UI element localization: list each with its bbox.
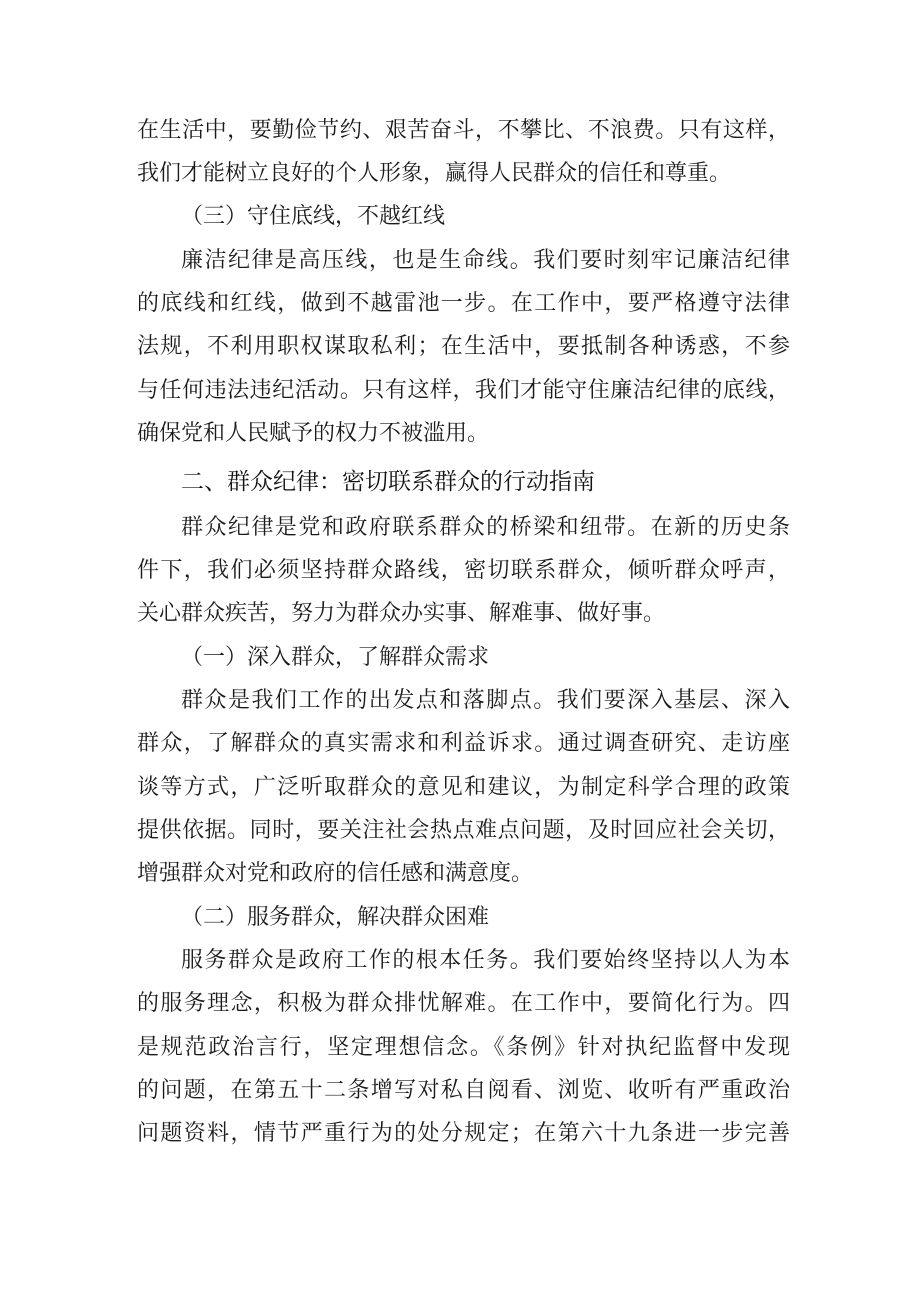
paragraph-line: 服务群众是政府工作的根本任务。我们要始终坚持以人为本 — [181, 948, 790, 973]
paragraph-line: 群众是我们工作的出发点和落脚点。我们要深入基层、深入 — [181, 688, 790, 713]
paragraph-line: 群众纪律是党和政府联系群众的桥梁和纽带。在新的历史条 — [181, 515, 790, 540]
paragraph-line: 问题资料，情节严重行为的处分规定；在第六十九条进一步完善 — [137, 1121, 790, 1146]
paragraph-line: 提供依据。同时，要关注社会热点难点问题，及时回应社会关切， — [137, 818, 790, 843]
paragraph-line: 件下，我们必须坚持群众路线，密切联系群众，倾听群众呼声， — [137, 558, 790, 583]
subsection-heading: （一）深入群众，了解群众需求 — [181, 645, 490, 670]
paragraph-line: 廉洁纪律是高压线，也是生命线。我们要时刻牢记廉洁纪律 — [181, 248, 790, 273]
paragraph-line: 是规范政治言行，坚定理想信念。《条例》针对执纪监督中发现 — [137, 1035, 790, 1060]
subsection-heading: （三）守住底线，不越红线 — [181, 204, 446, 229]
paragraph-line: 的底线和红线，做到不越雷池一步。在工作中，要严格遵守法律 — [137, 291, 790, 316]
paragraph-line: 我们才能树立良好的个人形象，赢得人民群众的信任和尊重。 — [137, 161, 732, 186]
paragraph-line: 在生活中，要勤俭节约、艰苦奋斗，不攀比、不浪费。只有这样， — [137, 118, 790, 143]
paragraph-line: 确保党和人民赋予的权力不被滥用。 — [137, 421, 490, 446]
paragraph-line: 增强群众对党和政府的信任感和满意度。 — [137, 861, 534, 886]
paragraph-line: 谈等方式，广泛听取群众的意见和建议，为制定科学合理的政策 — [137, 775, 790, 800]
section-heading: 二、群众纪律：密切联系群众的行动指南 — [181, 469, 595, 495]
paragraph-line: 的问题，在第五十二条增写对私自阅看、浏览、收听有严重政治 — [137, 1078, 790, 1103]
paragraph-line: 的服务理念，积极为群众排忧解难。在工作中，要简化行为。四 — [137, 991, 790, 1016]
paragraph-line: 群众，了解群众的真实需求和利益诉求。通过调查研究、走访座 — [137, 731, 790, 756]
subsection-heading: （二）服务群众，解决群众困难 — [181, 905, 490, 930]
paragraph-line: 与任何违法违纪活动。只有这样，我们才能守住廉洁纪律的底线， — [137, 378, 790, 403]
paragraph-line: 关心群众疾苦，努力为群众办实事、解难事、做好事。 — [137, 601, 666, 626]
paragraph-line: 法规，不利用职权谋取私利；在生活中，要抵制各种诱惑，不参 — [137, 334, 790, 359]
